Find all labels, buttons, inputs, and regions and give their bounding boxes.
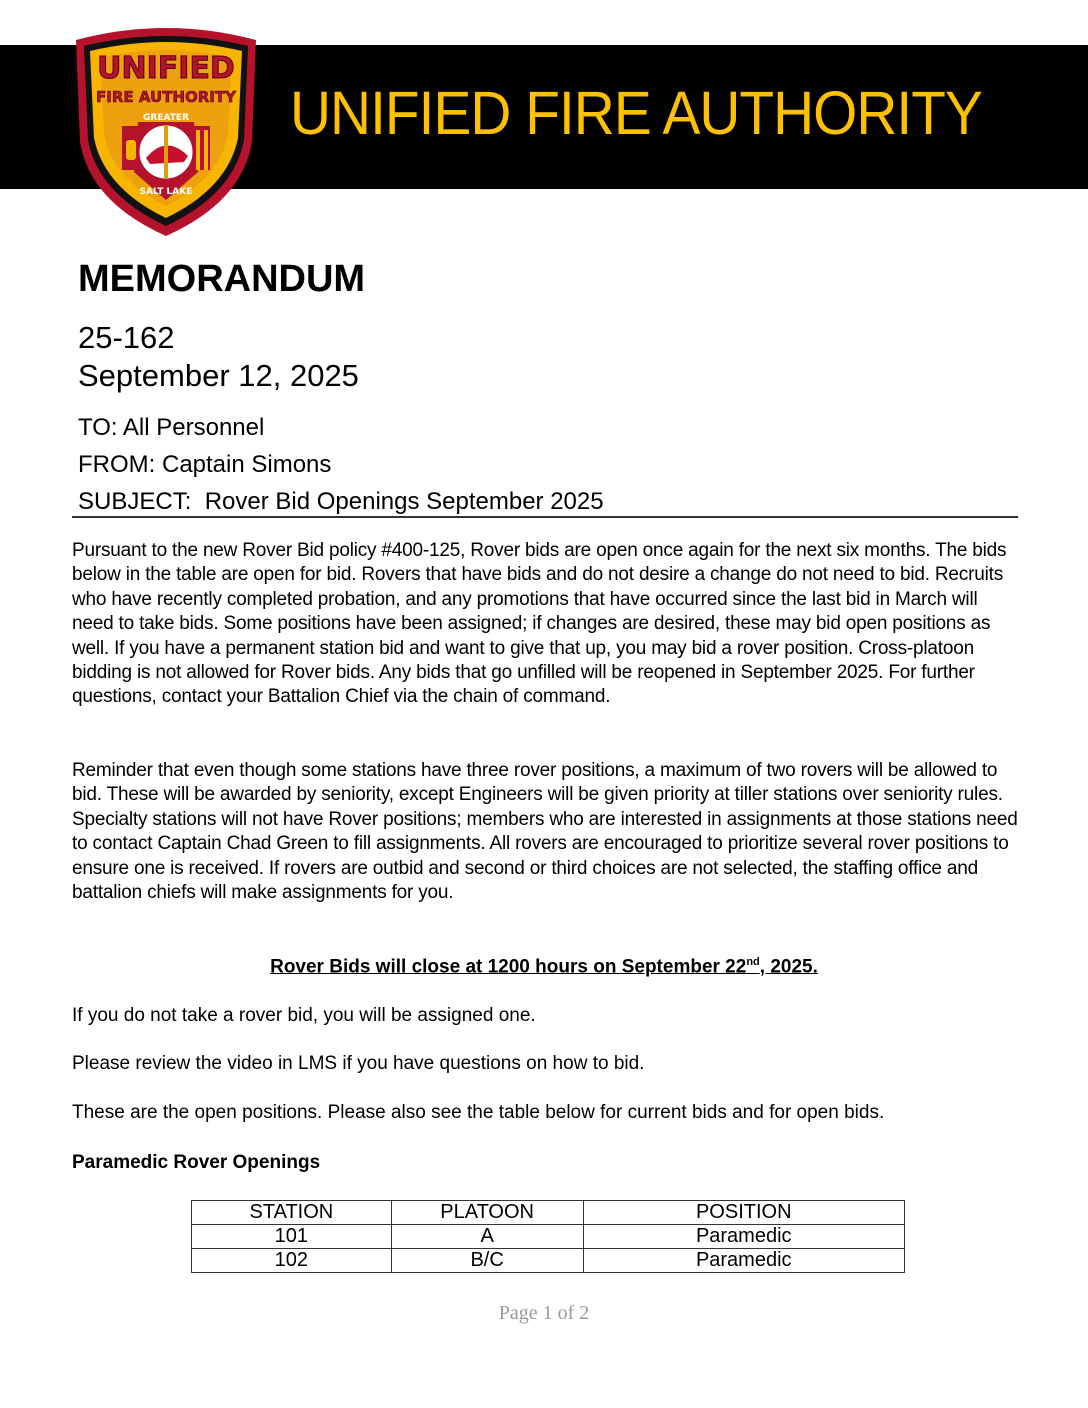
memo-title: MEMORANDUM <box>78 258 366 300</box>
svg-text:FIRE AUTHORITY: FIRE AUTHORITY <box>96 88 236 106</box>
memo-from: FROM: Captain Simons <box>78 451 332 478</box>
closing-notice-year: , 2025. <box>759 956 818 978</box>
body-paragraph-2: Reminder that even though some stations have three rover positions, a maximum of two rovers will be allowed to bid. These will be awarded by seniority, except Engineers will be given priority at tiller stations over seniority rules. Specialty stations will not have Rover positions; members who are interested in assignments at those stations need to contact Captain Chad Green to fill assignments. All rovers are encouraged to prioritize several rover positions to ensure one is received. If rovers are outbid and second or third choices are not selected, the staffing office and battalion chiefs will make assignments for you. <box>72 760 1018 904</box>
bid-closing-notice <box>0 956 1088 978</box>
svg-text:GREATER: GREATER <box>143 113 189 123</box>
memo-number: 25-162 <box>78 320 175 355</box>
memo-date: September 12, 2025 <box>78 358 359 393</box>
platoon-cell: B/C <box>391 1249 583 1273</box>
svg-text:UNIFIED: UNIFIED <box>97 51 235 86</box>
platoon-cell: A <box>391 1225 583 1249</box>
body-paragraph-1: Pursuant to the new Rover Bid policy #400-125, Rover bids are open once again for the next six months. The bids below in the table are open for bid. Rovers that have bids and do not desire a change do not need to bid. Recruits who have recently completed probation, and any promotions that have occurred since the last bid in March will need to take bids. Some positions have been assigned; if changes are desired, these may bid open positions as well. If you have a permanent station bid and want to give that up, you may bid a rover position. Cross-platoon bidding is not allowed for Rover bids. Any bids that go unfilled will be reopened in September 2025. For further questions, contact your Battalion Chief via the chain of command. <box>72 540 1007 708</box>
position-cell: Paramedic <box>583 1225 905 1249</box>
openings-section-title: Paramedic Rover Openings <box>72 1152 321 1173</box>
closing-notice-text: Rover Bids will close at 1200 hours on September 22 <box>270 956 747 978</box>
svg-text:SALT LAKE: SALT LAKE <box>139 187 193 197</box>
table-header-row <box>192 1201 905 1225</box>
paramedic-openings-table <box>191 1200 905 1273</box>
column-header-position: POSITION <box>583 1201 905 1225</box>
position-cell: Paramedic <box>583 1249 905 1273</box>
table-row <box>192 1249 905 1273</box>
page-number: Page 1 of 2 <box>498 1302 590 1324</box>
fire-authority-badge-logo <box>66 22 266 242</box>
station-cell: 101 <box>192 1225 392 1249</box>
organization-title: UNIFIED FIRE AUTHORITY <box>290 79 982 147</box>
assignment-note: If you do not take a rover bid, you will be assigned one. <box>72 1005 536 1026</box>
lms-video-note: Please review the video in LMS if you have questions on how to bid. <box>72 1053 645 1074</box>
header-divider <box>72 516 1018 518</box>
closing-notice-ordinal: nd <box>746 956 760 968</box>
table-row <box>192 1225 905 1249</box>
memo-subject: SUBJECT: Rover Bid Openings September 2025 <box>78 488 604 515</box>
station-cell: 102 <box>192 1249 392 1273</box>
column-header-station: STATION <box>192 1201 392 1225</box>
memo-to: TO: All Personnel <box>78 414 265 441</box>
open-positions-note: These are the open positions. Please also see the table below for current bids and for open bids. <box>72 1102 885 1123</box>
column-header-platoon: PLATOON <box>391 1201 583 1225</box>
